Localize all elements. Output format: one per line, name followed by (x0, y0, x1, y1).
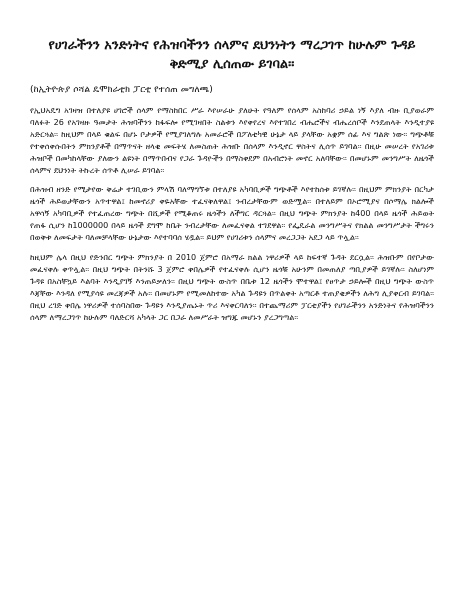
document-subtitle: (ከኢትዮጵያ ሶሻል ዴሞክራቲክ ፓርቲ የተሰጠ መግለጫ) (30, 84, 213, 95)
paragraph-1: የኢህአዴግ አገዛዝ በተለያዩ ሀገሮች ሰላም የማስከበር ሥራ እየሠራሁ ያለሁት የዓለም የሰላም አስከባሪ ኃይል ነኝ እያለ ብዙ ቢያወራም ባለፉት 26 የአገዛዙ ዓመታት ሕዝባችንን ከፋፍሎ የሚገዛበት ስልቱን እየቀየረና እየተገበረ ብሔሮችና ብሔረሰቦች እንደጠላት እንዲተያዩ አድርጓል፡፡ ከዚህም በላይ ቁልፍ በሆኑ ቦታዎች የሚያገለግሉ አመራሮች በፖለቲካዊ ሁኔታ ላይ ያላቸው አቋም ሰፊ እና ግልጽ ነው፡፡ ግጭቶቹ የተቀሰቀሱበትን ምክንያቶች በማጥናት ዘላቂ መፍትሄ ለመስጠት ሕዝቡ በሰላም እንዲኖር ዋስትና ሊሰጥ ይገባል፡፡ በዚሁ መሠረት የአገሪቱ ሕዝቦች በመካከላቸው ያለውን ልዩነት በማጥበብና የጋራ ጉዳዮችን በማስቀደም በአብሮነት መኖር አለባቸው፡፡ በመሆኑም መንግሥት ለዜጎች ሰላምና ደህንነት ትኩረት ሰጥቶ ሊሠራ ይገባል፡፡ (30, 106, 434, 176)
document-title: የሀገራችንን አንድነትና የሕዝባችንን ሰላምና ደህንነትን ማረጋገጥ ከሁሉም ጉዳይ ቅድሚያ ሊሰጠው ይገባል፡፡ (48, 38, 416, 72)
paragraph-2: በሕዝብ ዘንድ የሚታየው ቅሬታ ተገቢውን ምላሽ ባለማግኘቱ በተለያዩ አካባቢዎች ግጭቶች እየተከሰቱ ይገኛሉ፡፡ በዚህም ምክንያት በርካታ ዜጎች ሕይወታቸውን አጥተዋል፤ ከመኖሪያ ቀዬአቸው ተፈናቅለዋል፤ ንብረታቸውም ወድሟል፡፡ በተለይም በኦሮሚያና በሶማሌ ክልሎች አዋሳኝ አካባቢዎች የተፈጠረው ግጭት በሺዎች የሚቆጠሩ ዜጎችን ለችግር ዳርጓል፡፡ በዚህ ግጭት ምክንያት ከ400 በላይ ዜጎች ሕይወት የጠፋ ሲሆን ከ1000000 በላይ ዜጎች ደግሞ ከቤት ንብረታቸው ለመፈናቀል ተገደዋል፡፡ የፌዴራል መንግሥትና የክልል መንግሥታት ችግሩን በወቅቱ ለመፍታት ባለመቻላቸው ሁኔታው እየተባባሰ ሄዷል፡፡ ይህም የሀገሪቱን ሰላምና መረጋጋት አደጋ ላይ ጥሏል፡፡ (30, 185, 434, 243)
paragraph-3: ከዚህም ሌላ በዚህ የድንበር ግጭት ምክንያት በ 2010 ጀምሮ በአማራ ክልል ነዋሪዎች ላይ ከፍተኛ ጉዳት ደርሷል፡፡ ሕዝቡም በየቦታው መፈናቀሉ ቀጥሏል፡፡ በዚህ ግጭት በትንሹ 3 ጀምሮ ቀበሌዎች የተፈናቀሉ ሲሆን ዜጎቹ አሁንም በመጠለያ ጣቢያዎች ይገኛሉ፡፡ ስለሆነም ጉዳዩ በአስቸኳይ እልባት እንዲያገኝ እንጠይቃለን፡፡ በዚህ ግጭት ውስጥ በቤቱ 12 ዜጎችን ሞተዋል፤ የፀጥታ ኃይሎች በዚህ ግጭት ውስጥ እጃቸው እንዳለ የሚያሳዩ መረጃዎች አሉ፡፡ በመሆኑም የሚመለከተው አካል ጉዳዩን በጥልቀት አጣርቶ ተጠያቂዎችን ለሕግ ሊያቀርብ ይገባል፡፡ በዚህ ረገድ ቀበሌ ነዋሪዎች ተሰባስበው ጉዳዩን እንዲያጤኑት ጥሪ እናቀርባለን፡፡ በተጨማሪም ፓርቲያችን የሀገራችንን አንድነትና የሕዝባችንን ሰላም ለማረጋገጥ ከሁሉም ባለድርሻ አካላት ጋር በጋራ ለመሥራት ዝግጁ መሆኑን ያረጋግጣል፡፡ (30, 252, 434, 322)
